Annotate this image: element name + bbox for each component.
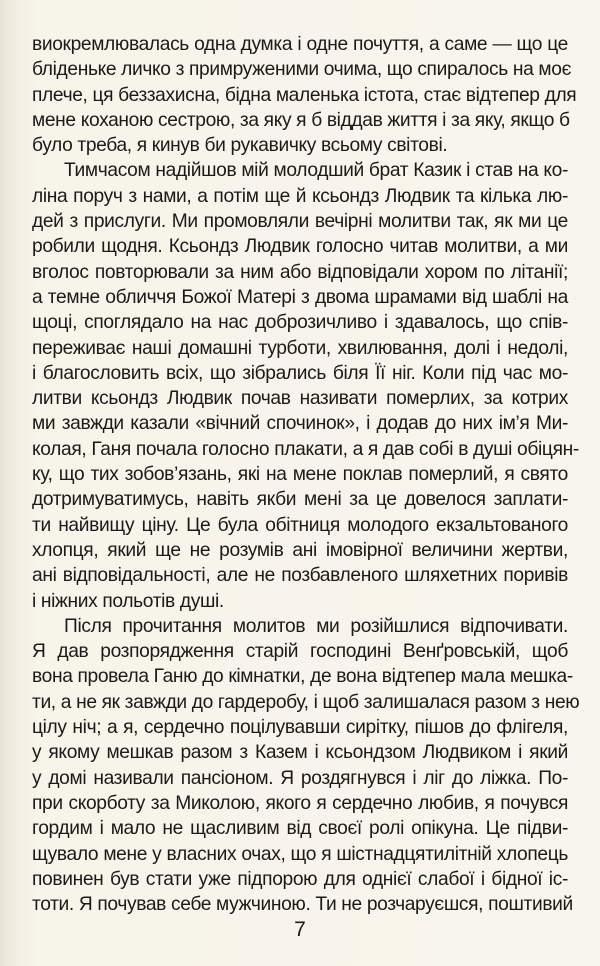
text-line: щувало мене у власних очах, що я шістнадцятилітній хлопець bbox=[32, 843, 568, 865]
text-line: робили щодня. Ксьондз Людвик голосно читав молитви, а ми bbox=[32, 236, 568, 258]
text-line: цілу ніч; а я, сердечно поцілувавши сирітку, пішов до флігеля, bbox=[32, 717, 568, 739]
text-line: ліна поруч з нами, а потім ще й ксьондз Людвик та кілька лю- bbox=[32, 185, 568, 207]
text-line: у якому мешкав разом з Казем і ксьондзом Людвиком і який bbox=[32, 742, 568, 764]
text-line: вголос повторювали за ним або відповідали хором по літанії; bbox=[32, 261, 568, 283]
page-body bbox=[32, 32, 580, 917]
paragraph-2 bbox=[32, 158, 579, 613]
paragraph-3 bbox=[32, 614, 580, 918]
text-line: ку, що тих зобов’язань, які на мене поклав померлий, я свято bbox=[32, 464, 568, 486]
text-line: Тимчасом надійшов мій молодший брат Казик і став на ко- bbox=[64, 160, 568, 182]
text-line: і благословить всіх, що зібрались біля Її ніг. Коли під час мо- bbox=[32, 362, 568, 384]
text-line: повинен був стати уже підпорою для однієї слабої і бідної іс- bbox=[32, 868, 568, 890]
text-line: у домі називали пансіоном. Я роздягнувся і ліг до ліжка. По- bbox=[32, 767, 568, 789]
text-line: при скорботу за Миколою, якого я сердечно любив, я почувся bbox=[32, 792, 568, 814]
text-line: а темне обличчя Божої Матері з двома шрамами від шаблі на bbox=[32, 286, 568, 308]
text-line: вона провела Ганю до кімнатки, де вона відтепер мала мешка- bbox=[32, 666, 573, 688]
text-line: було треба, я кинув би рукавичку всьому світові. bbox=[32, 135, 448, 157]
text-line: колая, Ганя почала голосно плакати, а я дав собі в душі обіцян- bbox=[32, 438, 579, 460]
text-line: хлопця, який ще не розумів ані імовірної величини жертви, bbox=[32, 539, 568, 561]
text-line: Я дав розпорядження старій господині Венґровській, щоб bbox=[32, 641, 568, 663]
text-line: плече, ця беззахисна, бідна маленька істота, стає відтепер для bbox=[32, 84, 577, 106]
text-line: тоти. Я почував себе мужчиною. Ти не розчаруєшся, поштивий bbox=[32, 894, 573, 916]
text-line: ми завжди казали «вічний спочинок», і додав до них ім’я Ми- bbox=[32, 413, 568, 435]
text-line: Після прочитання молитов ми розійшлися відпочивати. bbox=[64, 615, 568, 637]
text-line: виокремлювалась одна думка і одне почуття, а саме — що це bbox=[32, 34, 568, 55]
text-line: дотримуватимусь, навіть якби мені за це довелося заплати- bbox=[32, 489, 568, 511]
paragraph-1 bbox=[32, 32, 577, 158]
text-line: бліденьке личко з примруженими очима, що спиралось на моє bbox=[32, 59, 572, 81]
text-line: литви ксьондз Людвик почав називати померлих, за котрих bbox=[32, 388, 568, 410]
text-line: ти найвищу ціну. Це була обітниця молодого екзальтованого bbox=[32, 514, 568, 536]
text-line: щоці, споглядало на нас доброзичливо і здавалось, що спів- bbox=[32, 312, 568, 334]
page-number: 7 bbox=[294, 918, 306, 941]
text-line: гордим і мало не щасливим від своєї ролі опікуна. Це підви- bbox=[32, 818, 568, 840]
text-line: і ніжних польотів душі. bbox=[32, 590, 224, 612]
text-line: переживає наші домашні турботи, хвилювання, долі і недолі, bbox=[32, 337, 568, 359]
text-line: мене коханою сестрою, за яку я б віддав життя і за яку, якщо б bbox=[32, 109, 570, 131]
text-line: ти, а не як завжди до гардеробу, і щоб залишалася разом з нею bbox=[32, 691, 580, 713]
text-line: дей з прислуги. Ми промовляли вечірні молитви так, як ми це bbox=[32, 211, 568, 233]
text-line: ані відповідальності, але не позбавленого шляхетних поривів bbox=[32, 565, 568, 587]
